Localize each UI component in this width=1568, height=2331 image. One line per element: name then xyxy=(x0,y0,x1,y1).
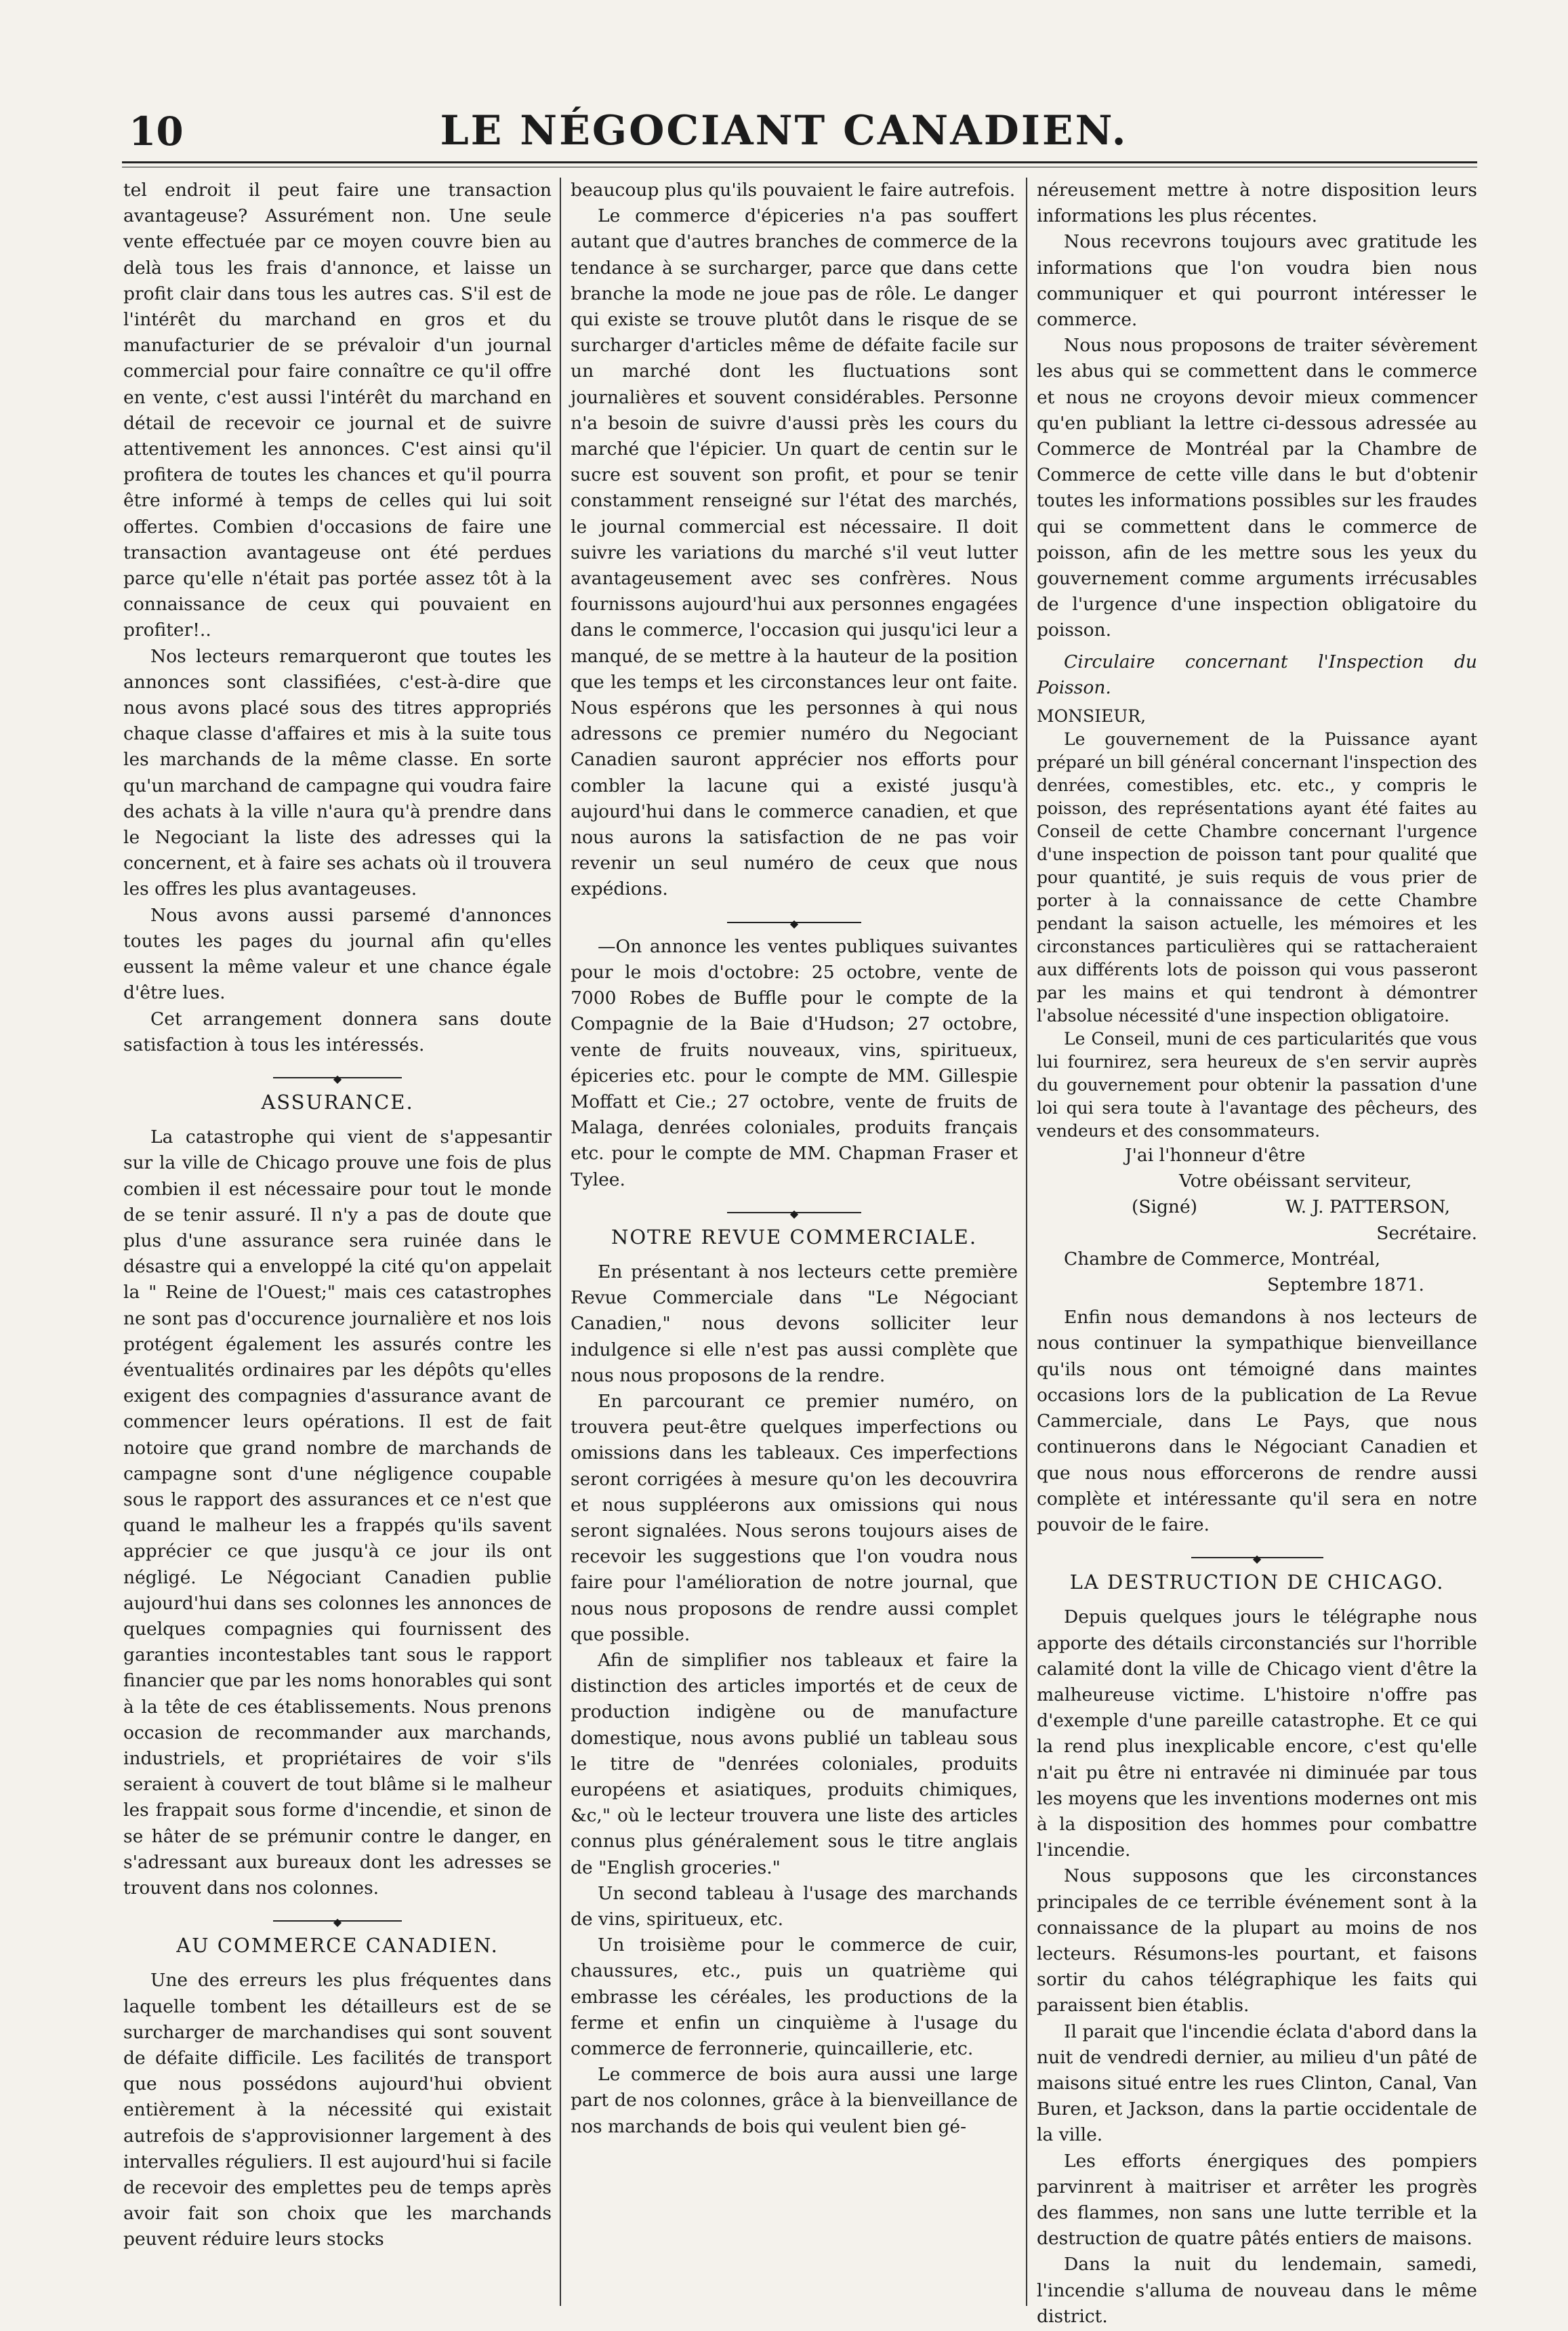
paragraph: beaucoup plus qu'ils pouvaient le faire autrefois. xyxy=(571,180,1016,201)
paragraph: Depuis quelques jours le télégraphe nous apporte des détails circonstanciés sur l'horrible calamité dont la ville de Chicago vient d'être la malheureuse victime. L'histoire n'offre pas d'exemple d'une pareille catastrophe. Et ce qui la rend plus inexplicable encore, c'est qu'elle n'ait pu être ni entravée ni diminuée par tous les moyens que les inventions modernes ont mis à la disposition des hommes pour combattre l'incendie. xyxy=(1037,1606,1477,1861)
column-divider xyxy=(1026,178,1027,2306)
signatory-name: W. J. PATTERSON, xyxy=(1285,1196,1450,1218)
paragraph: Une des erreurs les plus fréquentes dans laquelle tombent les détailleurs est de se surcharger de marchandises qui sont souvent de défaite difficile. Les facilités de transport que nous possédons aujourd'hui obvient entièrement à la nécessité qui existait autrefois de s'approvisionner largement à des intervalles réguliers. Il est aujourd'hui si facile de recevoir des emplettes peu de temps après avoir fait son choix que les marchands peuvent réduire leurs stocks xyxy=(123,1970,552,2250)
heading-au-commerce-canadien: AU COMMERCE CANADIEN. xyxy=(176,1934,499,1958)
section-ornament xyxy=(571,1208,1018,1217)
paragraph: Il parait que l'incendie éclata d'abord dans la nuit de vendredi dernier, au milieu d'un pâté de maisons situé entre les rues Clinton, Canal, Van Buren, et Jackson, dans la partie occidentale de la ville. xyxy=(1037,2021,1477,2146)
paragraph: —On annonce les ventes publiques suivantes pour le mois d'octobre: 25 octobre, vente de 7000 Robes de Buffle pour le compte de la Compagnie de la Baie d'Hudson; 27 octobre, vente de fruits nouveaux, vins, spiritueux, épiceries etc. pour le compte de MM. Gillespie Moffatt et Cie.; 27 octobre, vente de fruits de Malaga, denrées coloniales, produits français etc. pour le compte de MM. Chapman Fraser et Tylee. xyxy=(571,935,1018,1190)
column-3 xyxy=(1037,178,1477,2330)
paragraph: Nos lecteurs remarqueront que toutes les annonces sont classifiées, c'est-à-dire que nous avons placé sous des titres appropriés chaque classe d'affaires et mis à la suite tous les marchands de la même classe. En sorte qu'un marchand de campagne qui voudra faire des achats à la ville n'aura qu'à prendre dans le Negociant la liste des adresses qui la concernent, et à faire ses achats où il trouvera les offres les plus avantageuses. xyxy=(123,645,552,900)
paragraph: La catastrophe qui vient de s'appesantir sur la ville de Chicago prouve une fois de plus combien il est nécessaire pour tout le monde de se tenir assuré. Il n'y a pas de doute que plus d'une assurance sera ruinée dans le désastre qui a enveloppé la cité qu'on appelait la " Reine de l'Ouest;" mais ces catastrophes ne sont pas d'occurence journalière et nos lois protégent également les assurés contre les éventualités ordinaires par les dépôts qu'elles exigent des compagnies d'assurance avant de commencer leurs opérations. Il est de fait notoire que grand nombre de marchands de campagne sont d'une négligence coupable sous le rapport des assurances et ce n'est que quand le malheur les a frappés qu'ils savent apprécier ce que jusqu'à ce jour ils ont négligé. Le Négociant Canadien publie aujourd'hui dans ses colonnes les annonces de quelques compagnies qui fournissent des garanties incontestables tant sous le rapport financier que par les noms honorables qui sont à la tête de ces établissements. Nous prenons occasion de recommander aux marchands, industriels, et propriétaires de voir s'ils seraient à couvert de tout blâme si le malheur les frappait sous forme d'incendie, et sinon de se hâter de se prémunir contre le danger, en s'adressant aux bureaux dont les adresses se trouvent dans nos colonnes. xyxy=(123,1127,552,1899)
paragraph: Enfin nous demandons à nos lecteurs de nous continuer la sympathique bienveillance qu'ils nous ont témoigné dans maintes occasions lors de la publication de La Revue Cammerciale, dans Le Pays, que nous continuerons dans le Négociant Canadien et que nous nous efforcerons de rendre aussi complète et intéressante qu'il sera en notre pouvoir de le faire. xyxy=(1037,1307,1477,1535)
paragraph: Le commerce d'épiceries n'a pas souffert autant que d'autres branches de commerce de la tendance à se surcharger, parce que dans cette branche la mode ne joue pas de rôle. Le danger qui existe se trouve plutôt dans le risque de se surcharger d'articles même de défaite facile sur un marché dont les fluctuations sont journalières et souvent considérables. Personne n'a besoin de suivre d'aussi près les cours du marché que l'épicier. Un quart de centin sur le sucre est souvent son profit, et pour se tenir constamment renseigné sur l'état des marchés, le journal commercial est nécessaire. Il doit suivre les variations du marché s'il veut lutter avantageusement avec ses confrères. Nous fournissons aujourd'hui aux personnes engagées dans le commerce, l'occasion qui jusqu'ici leur a manqué, de se mettre à la hauteur de la position que les temps et les circonstances leur ont faite. Nous espérons que les personnes à qui nous adressons ce premier numéro du Negociant Canadien sauront apprécier nos efforts pour combler la lacune qui a existé jusqu'à aujourd'hui dans le commerce canadien, et que nous aurons la satisfaction de ne pas voir revenir un seul numéro de ceux que nous expédions. xyxy=(571,205,1018,900)
paragraph: Cet arrangement donnera sans doute satisfaction à tous les intéressés. xyxy=(123,1008,552,1055)
section-ornament xyxy=(123,1916,552,1926)
paragraph: Nous avons aussi parsemé d'annonces toutes les pages du journal afin qu'elles eussent la même valeur et une chance égale d'être lues. xyxy=(123,904,552,1004)
salutation: MONSIEUR, xyxy=(1037,706,1147,727)
column-divider xyxy=(560,178,561,2306)
signed-label: (Signé) xyxy=(1132,1196,1198,1218)
column-1 xyxy=(123,178,552,2253)
page-number: 10 xyxy=(129,108,184,155)
paragraph: Afin de simplifier nos tableaux et faire la distinction des articles importés et de ceux de production indigène ou de manufacture domestique, nous avons publié un tableau sous le titre de "denrées coloniales, produits européens et asiatiques, produits chimiques, &c," où le lecteur trouvera une liste des articles connus plus généralement sous le titre anglais de "English groceries." xyxy=(571,1649,1018,1878)
paragraph: En présentant à nos lecteurs cette première Revue Commerciale dans "Le Négociant Canadien," nous devons solliciter leur indulgence si elle n'est pas aussi complète que nous nous proposons de la rendre. xyxy=(571,1261,1018,1386)
paragraph: Un second tableau à l'usage des marchands de vins, spiritueux, etc. xyxy=(571,1882,1018,1930)
circular-title: Circulaire concernant l'Inspection du Poisson. xyxy=(1037,651,1477,698)
paragraph: tel endroit il peut faire une transaction avantageuse? Assurément non. Une seule vente effectuée par ce moyen couvre bien au delà tous les frais d'annonce, et laisse un profit clair dans tous les autres cas. S'il est de l'intérêt du marchand en gros et du manufacturier de se prévaloir d'un journal commercial pour faire connaître ce qu'il offre en vente, c'est aussi l'intérêt du marchand en détail de recevoir ce journal et de suivre attentivement les annonces. C'est ainsi qu'il profitera de toutes les chances et qu'il pourra être informé à temps de celles qui lui soit offertes. Combien d'occasions de faire une transaction avantageuse ont été perdues parce qu'elle n'était pas portée assez tôt à la connaissance de ceux qui pouvaient en profiter!.. xyxy=(123,180,552,641)
paragraph: Nous recevrons toujours avec gratitude les informations que l'on voudra bien nous communiquer et qui pourront intéresser le commerce. xyxy=(1037,231,1477,331)
masthead-rule-top xyxy=(122,161,1477,163)
heading-notre-revue-commerciale: NOTRE REVUE COMMERCIALE. xyxy=(611,1225,978,1249)
paragraph: Nous supposons que les circonstances principales de ce terrible événement sont à la connaissance de la plupart au moins de nos lecteurs. Résumons-les pourtant, et faisons sortir du cahos télégraphique les faits qui paraissent bien établis. xyxy=(1037,1865,1477,2016)
section-ornament xyxy=(571,918,1018,927)
letter-place: Chambre de Commerce, Montréal, xyxy=(1064,1248,1381,1270)
section-ornament xyxy=(123,1073,552,1082)
section-ornament xyxy=(1037,1553,1477,1562)
paragraph: néreusement mettre à notre disposition leurs informations les plus récentes. xyxy=(1037,180,1477,227)
paragraph: Dans la nuit du lendemain, samedi, l'incendie s'alluma de nouveau dans le même district. xyxy=(1037,2254,1477,2327)
heading-destruction-chicago: LA DESTRUCTION DE CHICAGO. xyxy=(1069,1570,1445,1594)
paragraph: Nous nous proposons de traiter sévèrement les abus qui se commettent dans le commerce et nous ne croyons devoir mieux commencer qu'en publiant la lettre ci-dessous adressée au Commerce de Montréal par la Chambre de Commerce de cette ville dans le but d'obtenir toutes les informations possibles sur les fraudes qui se commettent dans le commerce de poisson, afin de les mettre sous les yeux du gouvernement comme arguments irrécusables de l'urgence d'une inspection obligatoire du poisson. xyxy=(1037,335,1477,641)
paragraph: En parcourant ce premier numéro, on trouvera peut-être quelques imperfections ou omissions dans les tableaux. Ces imperfections seront corrigées à mesure qu'on les decouvrira et nous suppléerons aux omissions qui nous seront signalées. Nous serons toujours aises de recevoir les suggestions que l'on voudra nous faire pour l'amélioration de notre journal, que nous nous proposons de rendre aussi complet que possible. xyxy=(571,1390,1018,1645)
letter-closing: Votre obéissant serviteur, xyxy=(1179,1171,1412,1192)
letter-paragraph: Le gouvernement de la Puissance ayant préparé un bill général concernant l'inspection des denrées, comestibles, etc. etc., y compris le poisson, des représentations ayant été faites au Conseil de cette Chambre concernant l'urgence d'une inspection de poisson tant pour qualité que pour quantité, je suis requis de vous prier de porter à la connaissance de cette Chambre pendant la saison actuelle, les mémoires et les circonstances particulières qui se rattacheraient aux différents lots de poisson qui vous passeront par les mains et qui tendront à démontrer l'absolue nécessité d'une inspection obligatoire. xyxy=(1037,729,1477,1026)
letter-date: Septembre 1871. xyxy=(1267,1274,1424,1296)
letter-signature xyxy=(1037,1194,1477,1220)
masthead-title: LE NÉGOCIANT CANADIEN. xyxy=(440,107,1128,155)
paragraph: Le commerce de bois aura aussi une large part de nos colonnes, grâce à la bienveillance de nos marchands de bois qui veulent bien gé- xyxy=(571,2064,1018,2137)
letter-closing: J'ai l'honneur d'être xyxy=(1125,1145,1306,1167)
signatory-title: Secrétaire. xyxy=(1376,1222,1477,1244)
paragraph: Un troisième pour le commerce de cuir, chaussures, etc., puis un quatrième qui embrasse les céréales, les productions de la ferme et enfin un cinquième à l'usage du commerce de ferronnerie, quincaillerie, etc. xyxy=(571,1934,1018,2060)
column-2 xyxy=(571,178,1018,2140)
heading-assurance: ASSURANCE. xyxy=(261,1090,414,1114)
paragraph: Les efforts énergiques des pompiers parvinrent à maitriser et arrêter les progrès des flammes, non sans une lutte terrible et la destruction de quatre pâtés entiers de maisons. xyxy=(1037,2150,1477,2250)
letter-paragraph: Le Conseil, muni de ces particularités que vous lui fournirez, sera heureux de s'en servir auprès du gouvernement pour obtenir la passation d'une loi qui sera toute à l'avantage des pêcheurs, des vendeurs et des consommateurs. xyxy=(1037,1029,1477,1141)
